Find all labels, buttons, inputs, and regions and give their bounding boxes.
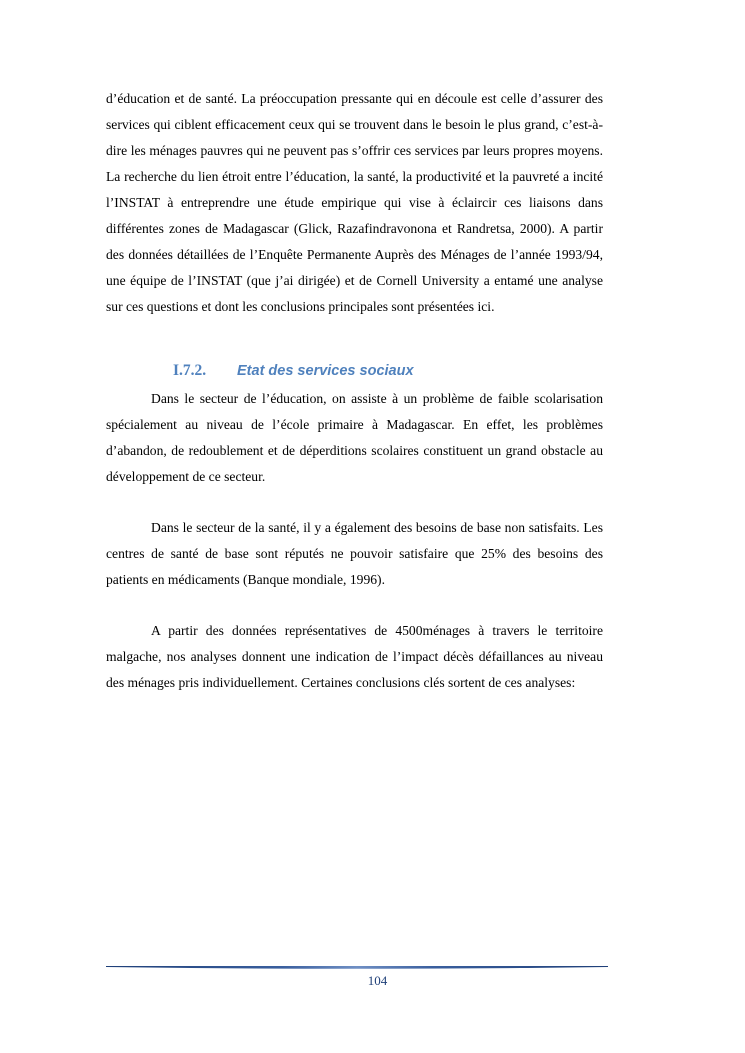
body-paragraph-2: Dans le secteur de l’éducation, on assiste à un problème de faible scolarisation spécialement au niveau de l’école primaire à Madagascar. En effet, les problèmes d’abandon, de redoublement et de déperditions scolaires constituent un grand obstacle au développement de ce secteur. <box>106 391 603 484</box>
body-paragraph-4: A partir des données représentatives de 4500ménages à travers le territoire malgache, nos analyses donnent une indication de l’impact décès défaillances au niveau des ménages pris individuellement. Certaines conclusions clés sortent de ces analyses: <box>106 623 603 690</box>
body-paragraph-3: Dans le secteur de la santé, il y a également des besoins de base non satisfaits. Les centres de santé de base sont réputés ne pouvoir satisfaire que 25% des besoins des patients en médicaments (Banque mondiale, 1996). <box>106 520 603 587</box>
section-heading <box>173 356 603 386</box>
page-number: 104 <box>367 973 388 988</box>
body-paragraph-1: d’éducation et de santé. La préoccupation pressante qui en découle est celle d’assurer des services qui ciblent efficacement ceux qui se trouvent dans le besoin le plus grand, c’est-à-dire les ménages pauvres qui ne peuvent pas s’offrir ces services par leurs propres moyens. La recherche du lien étroit entre l’éducation, la santé, la productivité et la pauvreté a incité l’INSTAT à entreprendre une étude empirique qui vise à éclaircir ces liaisons dans différentes zones de Madagascar (Glick, Razafindravonona et Randretsa, 2000). A partir des données détaillées de l’Enquête Permanente Auprès des Ménages de l’année 1993/94, une équipe de l’INSTAT (que j’ai dirigée) et de Cornell University a entamé une analyse sur ces questions et dont les conclusions principales sont présentées ici. <box>106 91 603 314</box>
page-body <box>106 86 603 696</box>
spacer <box>106 320 603 356</box>
section-number: I.7.2. <box>173 362 207 379</box>
spacer <box>106 490 603 515</box>
spacer <box>106 593 603 618</box>
footer-rule <box>106 964 608 970</box>
section-title: Etat des services sociaux <box>237 363 414 379</box>
